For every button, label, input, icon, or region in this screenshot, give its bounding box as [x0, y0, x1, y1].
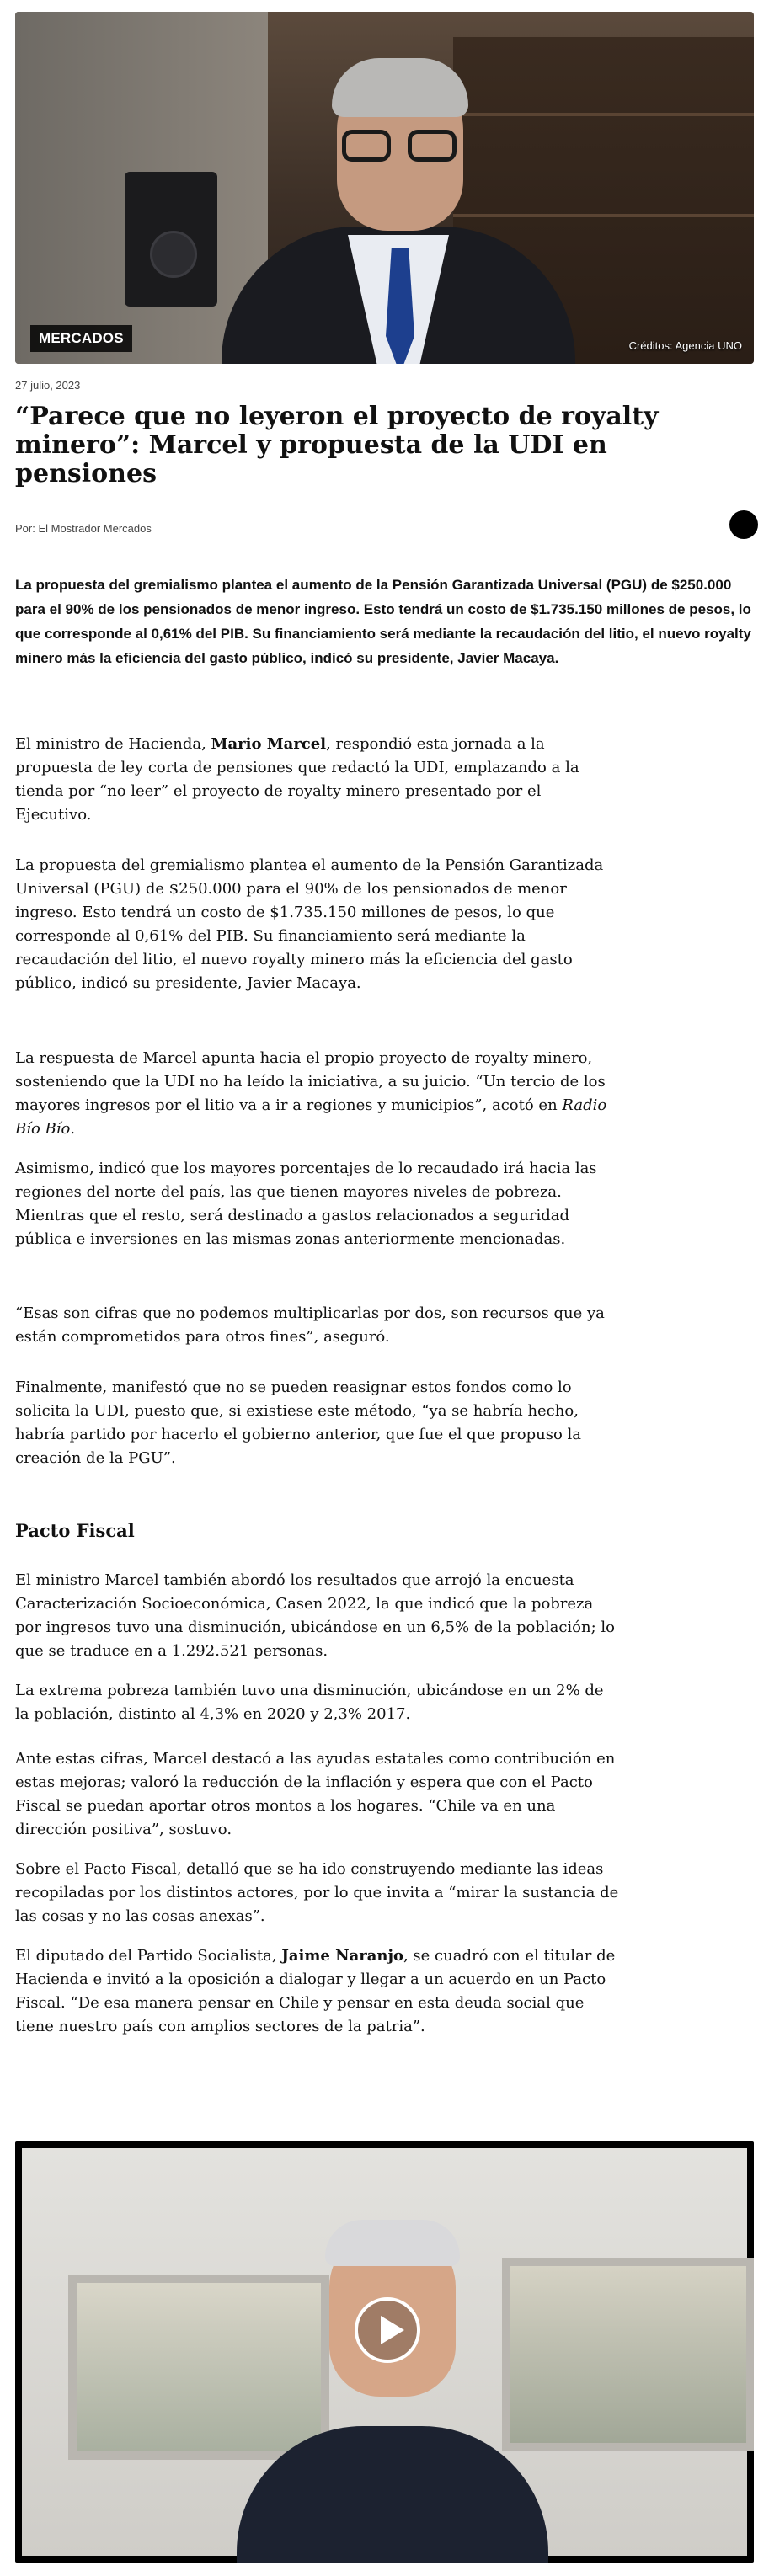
hero-shelf-line [453, 214, 754, 217]
paragraph: Asimismo, indicó que los mayores porcentajes de lo recaudado irá hacia las regiones del norte del país, las que tienen mayores niveles de pobreza. Mientras que el resto, será destinado a gastos relacionados a seguridad pública e inversiones en las mismas zonas anteriormente mencionadas. [15, 1160, 597, 1248]
section-heading: Pacto Fiscal [15, 1520, 135, 1541]
painting-frame [502, 2258, 754, 2451]
paragraph: Sobre el Pacto Fiscal, detalló que se ha ido construyendo mediante las ideas recopiladas por los distintos actores, por lo que invita a “mirar la sustancia de las cosas y no las cosas anexas”. [15, 1860, 619, 1925]
paragraph: Finalmente, manifestó que no se pueden reasignar estos fondos como lo solicita la UDI, puesto que, si existiese este método, “ya se habría hecho, habría partido por hacerlo el gobierno anterior, que fue el que propuso la creación de la PGU”. [15, 1379, 582, 1467]
paragraph: La propuesta del gremialismo plantea el aumento de la Pensión Garantizada Universal (PGU) de $250.000 para el 90% de los pensionados de menor ingreso. Esto tendrá un costo de $1.735.150 millones de pesos, lo que corresponde al 0,61% del PIB. Su financiamiento será mediante la recaudación del litio, el nuevo royalty minero más la eficiencia del gasto público, indicó su presidente, Javier Macaya. [15, 856, 604, 992]
publish-date: 27 julio, 2023 [15, 379, 81, 392]
paragraph: El ministro de Hacienda, Mario Marcel, respondió esta jornada a la propuesta de ley corta de pensiones que redactó la UDI, emplazando a la tienda por “no leer” el proyecto de royalty minero presentado por el Ejecutivo. [15, 735, 579, 824]
paragraph: El diputado del Partido Socialista, Jaime Naranjo, se cuadró con el titular de Hacienda e invitó a la oposición a dialogar y llegar a un acuerdo en un Pacto Fiscal. “De esa manera pensar en Chile y pensar en esta deuda social que tiene nuestro país con amplios sectores de la patria”. [15, 1947, 616, 2035]
category-badge[interactable]: MERCADOS [30, 325, 132, 352]
article-title: “Parece que no leyeron el proyecto de royalty minero”: Marcel y propuesta de la UDI en pensiones [15, 402, 659, 488]
photo-credits: Créditos: Agencia UNO [628, 339, 742, 352]
person-name: Jaime Naranjo [281, 1947, 403, 1965]
article-lead: La propuesta del gremialismo plantea el aumento de la Pensión Garantizada Universal (PGU) de $250.000 para el 90% de los pensionados de menor ingreso. Esto tendrá un costo de $1.735.150 millones de pesos, lo que corresponde al 0,61% del PIB. Su financiamiento será mediante la recaudación del litio, el nuevo royalty minero más la eficiencia del gasto público, indicó su presidente, Javier Macaya. [15, 577, 751, 666]
speaker-hair [325, 2220, 460, 2266]
paragraph: Ante estas cifras, Marcel destacó a las ayudas estatales como contribución en estas mejoras; valoró la reducción de la inflación y espera que con el Pacto Fiscal se puedan aportar otros montos a los hogares. “Chile va en una dirección positiva”, sostuvo. [15, 1750, 616, 1838]
hero-image [15, 12, 754, 364]
play-icon[interactable] [355, 2297, 420, 2363]
person-name: Mario Marcel [211, 735, 327, 753]
paragraph: “Esas son cifras que no podemos multiplicarlas por dos, son recursos que ya están comprometidos para otros fines”, aseguró. [15, 1304, 605, 1346]
hero-shelf-line [453, 113, 754, 116]
share-icon[interactable] [729, 510, 758, 539]
paragraph: La extrema pobreza también tuvo una disminución, ubicándose en un 2% de la población, distinto al 4,3% en 2020 y 2,3% 2017. [15, 1682, 604, 1723]
paragraph: La respuesta de Marcel apunta hacia el propio proyecto de royalty minero, sosteniendo que la UDI no ha leído la iniciativa, a su juicio. “Un tercio de los mayores ingresos por el litio va a ir a regiones y municipios”, acotó en Radio Bío Bío. [15, 1049, 607, 1138]
painting-frame [68, 2275, 329, 2460]
speaker-illustration [125, 172, 217, 307]
paragraph: El ministro Marcel también abordó los resultados que arrojó la encuesta Caracterización Socioeconómica, Casen 2022, la que indicó que la pobreza por ingresos tuvo una disminución, ubicándose en un 6,5% de la población; lo que se traduce en a 1.292.521 personas. [15, 1571, 615, 1660]
video-player[interactable] [15, 2141, 754, 2563]
source-name: Radio Bío Bío [15, 1096, 607, 1138]
author-byline[interactable]: Por: El Mostrador Mercados [15, 522, 152, 535]
person-hair [332, 58, 468, 117]
glasses-illustration [342, 130, 460, 163]
